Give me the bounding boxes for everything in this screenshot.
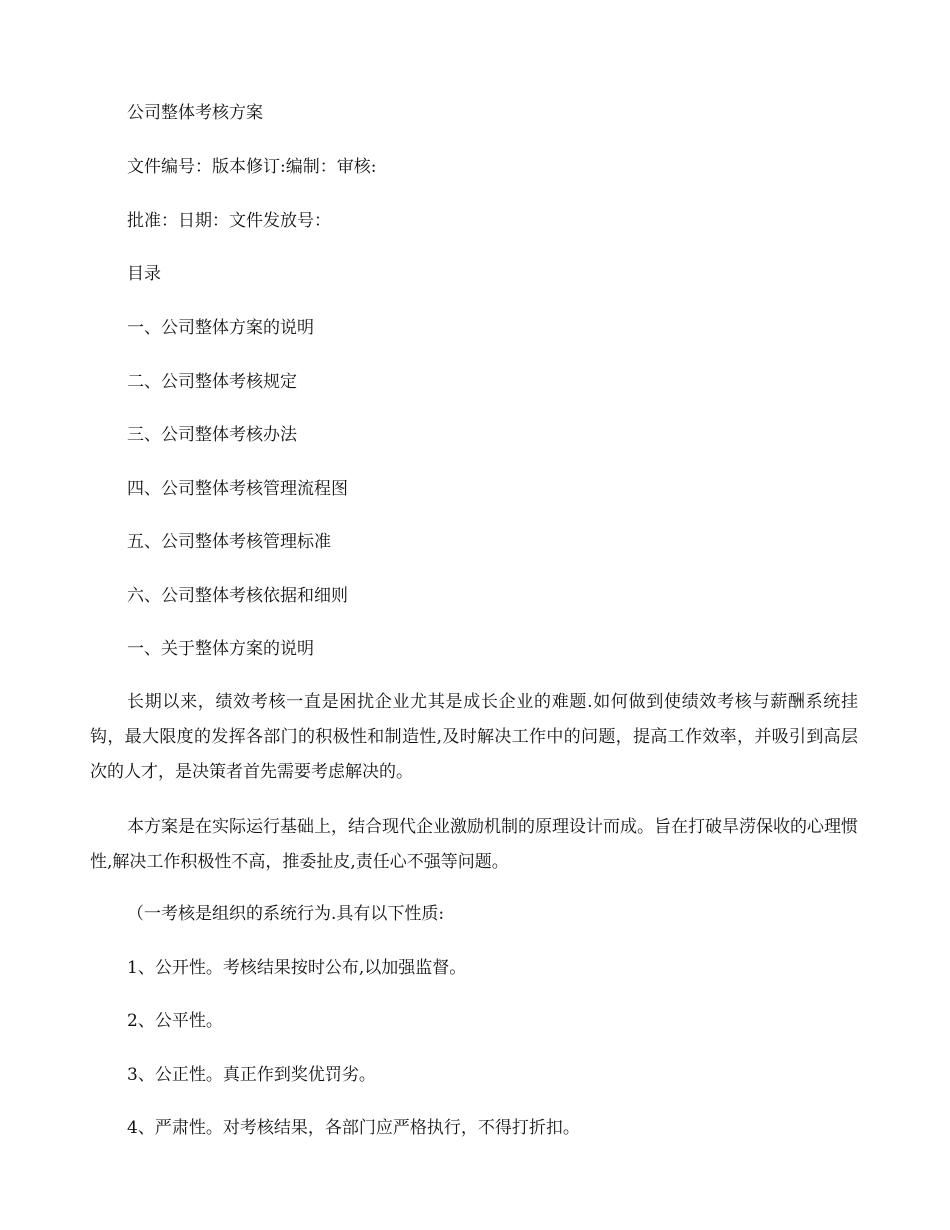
property-item: 4、严肃性。对考核结果，各部门应严格执行，不得打折扣。 (127, 1118, 580, 1138)
property-item: 1、公开性。考核结果按时公布,以加强监督。 (127, 958, 467, 978)
property-item: 3、公正性。真正作到奖优罚劣。 (127, 1065, 376, 1085)
toc-item: 五、公司整体考核管理标准 (127, 532, 331, 552)
toc-item: 二、公司整体考核规定 (127, 372, 297, 392)
toc-item: 四、公司整体考核管理流程图 (127, 479, 348, 499)
property-item: 2、公平性。 (127, 1011, 223, 1031)
toc-item: 一、公司整体方案的说明 (127, 318, 314, 338)
toc-item: 三、公司整体考核办法 (127, 425, 297, 445)
section-heading: 一、关于整体方案的说明 (127, 639, 314, 659)
document-meta-line-1: 文件编号：版本修订:编制：审核: (127, 157, 377, 177)
body-paragraph: 长期以来，绩效考核一直是困扰企业尤其是成长企业的难题.如何做到使绩效考核与薪酬系统挂钩，最大限度的发挥各部门的积极性和制造性,及时解决工作中的问题，提高工作效率，并吸引到高层次的人才，是决策者首先需要考虑解决的。 (90, 692, 858, 782)
document-title: 公司整体考核方案 (127, 103, 263, 123)
toc-heading: 目录 (127, 264, 161, 284)
toc-item: 六、公司整体考核依据和细则 (127, 586, 348, 606)
document-meta-line-2: 批准：日期：文件发放号： (127, 211, 331, 231)
subsection-heading: （一考核是组织的系统行为.具有以下性质: (127, 904, 445, 924)
body-paragraph: 本方案是在实际运行基础上，结合现代企业激励机制的原理设计而成。旨在打破旱涝保收的心理惯性,解决工作积极性不高，推委扯皮,责任心不强等问题。 (90, 817, 858, 872)
